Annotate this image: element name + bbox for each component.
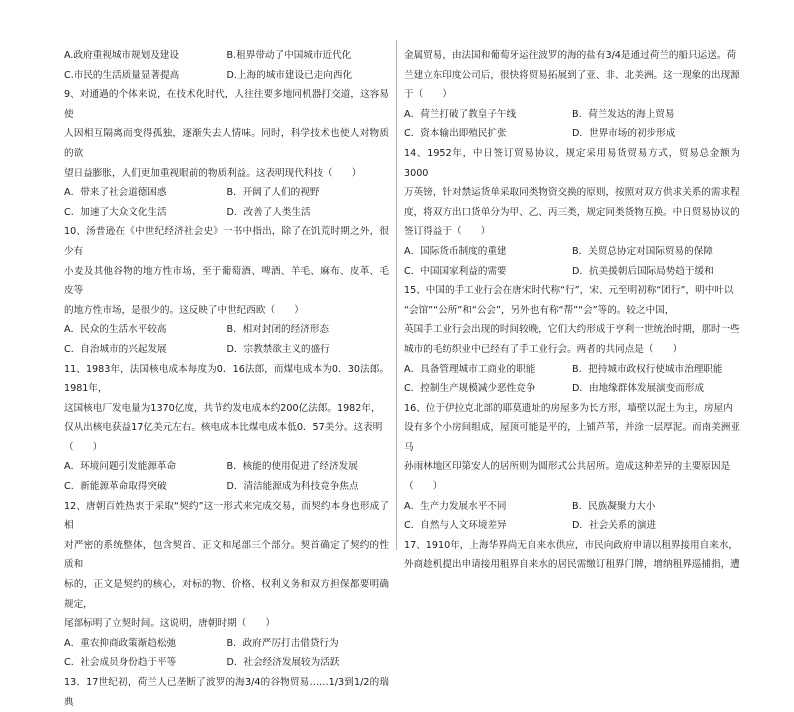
option-b: B．开阔了人们的视野 — [226, 187, 320, 199]
option-d: D．宗教禁欲主义的盛行 — [226, 343, 330, 355]
option-a: A．国际货币制度的重建 — [404, 245, 507, 257]
question-text-line: 16、位于伊拉克北部的耶莫遗址的房屋多为长方形，墙壁以泥土为主，房屋内 — [404, 402, 733, 414]
right-column — [404, 46, 740, 575]
option-a: A．带来了社会道德困惑 — [64, 187, 167, 199]
option-d: D．社会经济发展较为活跃 — [226, 657, 340, 669]
option-row — [64, 320, 389, 340]
option-c: C．自治城市的兴起发展 — [64, 343, 167, 355]
option-c: C．加速了大众文化生活 — [64, 206, 167, 218]
left-column — [64, 46, 389, 712]
option-row — [64, 203, 389, 223]
option-c: C．新能源革命取得突破 — [64, 481, 167, 493]
option-row — [64, 634, 389, 654]
option-d: D．清洁能源成为科技竞争焦点 — [226, 481, 359, 493]
option-row — [64, 66, 389, 86]
question-text-line: 外商趁机提出申请接用租界自来水的居民需缴订租界门牌，增纳租界巡捕捐，遭 — [404, 559, 740, 571]
option-a: A．生产力发展水平不同 — [404, 500, 507, 512]
question-text-line: 万英镑，针对禁运货单采取同类物资交换的原则，按照对双方供求关系的需求程 — [404, 187, 740, 199]
question-text-line: 仅从出核电获益17亿美元左右。核电成本比煤电成本低0．57美分。这表明 — [64, 422, 383, 434]
option-a: A．环境问题引发能源革命 — [64, 461, 177, 473]
option-row — [404, 516, 740, 536]
option-b: B.租界带动了中国城市近代化 — [226, 50, 352, 61]
question-8-options — [64, 46, 389, 85]
question-text-line: 望日益膨胀，人们更加重视眼前的物质利益。这表明现代科技（ ） — [64, 167, 362, 179]
option-d: D．改善了人类生活 — [226, 206, 311, 218]
question-text-line: 11、1983年，法国核电成本每度为0．16法郎，而煤电成本为0．30法郎。1981年， — [64, 363, 389, 395]
option-row — [64, 183, 389, 203]
option-row — [404, 379, 740, 399]
question-9 — [64, 85, 389, 222]
option-row — [64, 46, 389, 66]
question-13-continued — [404, 46, 740, 144]
question-15 — [404, 281, 740, 399]
option-row — [64, 477, 389, 497]
option-row — [64, 340, 389, 360]
question-text-line: 人因相互隔离而变得孤独，逐渐失去人情味。同时，科学技术也使人对物质的欲 — [64, 128, 389, 159]
option-d: D．社会关系的演进 — [572, 520, 657, 532]
question-16 — [404, 399, 740, 536]
question-text-line: 对严密的系统整体，包含契首、正文和尾部三个部分。契首确定了契约的性质和 — [64, 539, 389, 571]
column-divider — [396, 40, 397, 550]
option-c: C．中国国家利益的需要 — [404, 265, 507, 277]
option-d: D．抗美援朝后国际局势趋于缓和 — [572, 265, 714, 277]
option-row — [64, 653, 389, 673]
question-text-line: 10、汤普逊在《中世纪经济社会史》一书中指出，除了在饥荒时期之外，很少有 — [64, 226, 389, 257]
option-row — [404, 105, 740, 125]
question-11 — [64, 360, 389, 497]
question-text-line: 小麦及其他谷物的地方性市场，至于葡萄酒、啤酒、羊毛、麻布、皮革、毛皮等 — [64, 265, 389, 297]
option-b: B．政府严厉打击借贷行为 — [226, 637, 339, 649]
option-row — [404, 262, 740, 282]
option-a: A.政府重视城市规划及建设 — [64, 50, 179, 61]
question-14 — [404, 144, 740, 281]
option-b: B．关贸总协定对国际贸易的保障 — [572, 245, 713, 257]
option-b: B．民族凝聚力大小 — [572, 500, 656, 512]
option-c: C．资本输出即殖民扩张 — [404, 128, 507, 140]
question-text-line: 14、1952年，中日签订贸易协议，规定采用易货贸易方式，贸易总金额为3000 — [404, 147, 740, 179]
question-text-line: 签订得益于（ ） — [404, 226, 491, 238]
option-b: B．相对封闭的经济形态 — [226, 324, 330, 336]
option-b: B．核能的使用促进了经济发展 — [226, 461, 358, 473]
question-text-line: （ ） — [404, 481, 443, 493]
option-d: D．由地缘群体发展演变而形成 — [572, 383, 705, 395]
question-text-line: 孙雨林地区印第安人的居所则为圆形式公共居所。造成这种差异的主要原因是 — [404, 461, 731, 473]
question-text-line: 设有多个小房间组成，屋顶可能是平的，上铺芦苇，并涂一层厚泥。而南美洲亚马 — [404, 422, 740, 453]
question-text-line: 金属贸易，由法国和葡萄牙运往波罗的海的盐有3/4是通过荷兰的船只运送。荷 — [404, 50, 737, 61]
question-text-line: 于（ ） — [404, 89, 452, 101]
option-c: C．社会成员身份趋于平等 — [64, 657, 177, 669]
question-10 — [64, 222, 389, 359]
option-c: C．控制生产规模减少恶性竞争 — [404, 383, 536, 395]
question-text-line: “会馆”“公所”和“公会”，另外也有称“帮”“会”等的。较之中国， — [404, 304, 675, 316]
option-c: C.市民的生活质量显著提高 — [64, 69, 180, 81]
option-d: D.上海的城市建设已走向西化 — [226, 69, 353, 81]
question-text-line: 的地方性市场，是很少的。这反映了中世纪西欧（ ） — [64, 304, 304, 316]
question-13-start: 13．17世纪初，荷兰人已垄断了波罗的海3/4的谷物贸易……1/3到1/2的瑞典 — [64, 677, 389, 708]
question-17 — [404, 536, 740, 575]
question-text-line: 英国手工业行会出现的时间较晚，它们大约形成于亨利一世统治时期，那时一些 — [404, 324, 740, 336]
option-a: A．荷兰打破了教皇子午线 — [404, 108, 517, 120]
question-12 — [64, 497, 389, 673]
question-text-line: 度，将双方出口货单分为甲、乙、丙三类，规定同类货物互换。中日贸易协议的 — [404, 206, 740, 218]
question-text-line: （ ） — [64, 441, 103, 453]
option-row — [404, 360, 740, 380]
option-row — [404, 242, 740, 262]
option-b: B．荷兰发达的海上贸易 — [572, 108, 675, 120]
option-b: B．把持城市政权行使城市治理职能 — [572, 363, 723, 375]
option-row — [404, 124, 740, 144]
question-text-line: 标的，正文是契约的核心，对标的物、价格、权利义务和双方担保都要明确规定， — [64, 579, 389, 610]
question-text-line: 兰建立东印度公司后，很快将贸易拓展到了亚、非、北美洲。这一现象的出现源 — [404, 69, 740, 81]
option-a: A．重农抑商政策渐趋松弛 — [64, 637, 177, 649]
option-a: A．具备管理城市工商业的职能 — [404, 363, 536, 375]
question-text-line: 9、对通過的个体来说，在技术化时代，人往往要多地同机器打交道，这容易使 — [64, 89, 389, 120]
option-a: A．民众的生活水平较高 — [64, 324, 167, 336]
question-text-line: 15、中国的手工业行会在唐宋时代称“行”，宋、元至明初称“团行”，明中叶以 — [404, 285, 734, 297]
option-row — [64, 457, 389, 477]
question-text-line: 尾部标明了立契时间。这说明，唐朝时期（ ） — [64, 618, 276, 630]
option-c: C．自然与人文环境差异 — [404, 520, 507, 532]
question-text-line: 这国核电厂发电量为1370亿度，共节约发电成本约200亿法郎。1982年， — [64, 402, 381, 414]
question-text-line: 12、唐朝百姓热衷于采取“契约”这一形式来完成交易，而契约本身也形成了相 — [64, 500, 389, 532]
option-row — [404, 497, 740, 517]
option-d: D．世界市场的初步形成 — [572, 128, 676, 140]
question-text-line: 17、1910年，上海华界尚无自来水供应，市民向政府申请以租界接用自来水， — [404, 539, 739, 551]
question-text-line: 城市的毛纺织业中已经有了手工业行会。两者的共同点是（ ） — [404, 343, 683, 355]
